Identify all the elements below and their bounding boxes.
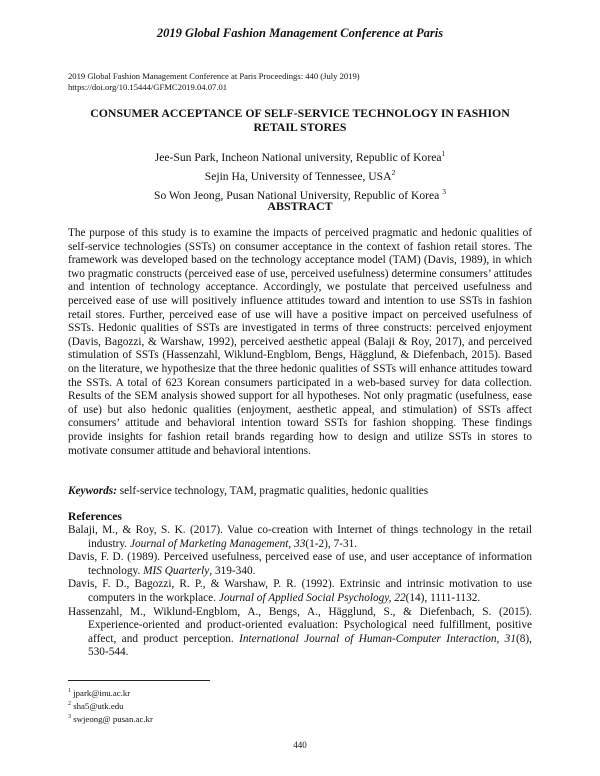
- footnote-2-email[interactable]: sha5@utk.edu: [71, 700, 124, 711]
- reference-pages: (8), 530-544.: [88, 632, 532, 659]
- reference-item: [68, 606, 532, 660]
- keywords-line: [68, 485, 532, 497]
- author-2-footnote-mark: 2: [391, 167, 396, 177]
- abstract-heading: ABSTRACT: [267, 199, 333, 213]
- reference-journal: International Journal of Human-Computer Interaction, 31: [239, 632, 516, 645]
- footnote-3-mark: 3: [68, 713, 71, 720]
- reference-item: [68, 578, 532, 605]
- author-2-affiliation: Sejin Ha, University of Tennessee, USA: [204, 169, 392, 183]
- footnotes: [68, 686, 153, 725]
- author-3-footnote-mark: 3: [442, 186, 446, 196]
- reference-pages: (1-2), 7-31.: [305, 537, 358, 550]
- references-heading: References: [68, 510, 122, 523]
- footnote-3: [68, 712, 153, 725]
- reference-pages: (14), 1111-1132.: [405, 591, 481, 604]
- author-1-footnote-mark: 1: [441, 149, 446, 158]
- reference-text: Balaji, M., & Roy, S. K. (2017). Value co-creation with Internet of things technology in the retail industry.: [68, 524, 532, 550]
- reference-pages: , 319-340.: [209, 564, 256, 577]
- paper-title: [68, 106, 532, 134]
- footnote-3-email[interactable]: swjeong@ pusan.ac.kr: [71, 713, 153, 724]
- footnote-divider: [68, 680, 210, 681]
- reference-text: Hassenzahl, M., Wiklund-Engblom, A., Bengs, A., Hägglund, S., & Diefenbach, S. (2015). Experience-oriented and product-oriented evaluation: Psychological need fulfillment, positive affect, and product perception.: [68, 605, 532, 645]
- keywords-label: Keywords:: [68, 485, 117, 497]
- doi-link[interactable]: https://doi.org/10.15444/GFMC2019.04.07.01: [68, 82, 228, 92]
- author-1: [68, 146, 532, 165]
- author-list: [68, 146, 532, 203]
- reference-item: [68, 524, 532, 551]
- reference-text: Davis, F. D. (1989). Perceived usefulness, perceived ease of use, and user acceptance of information technology.: [68, 551, 532, 577]
- reference-journal: Journal of Applied Social Psychology, 22: [218, 591, 406, 604]
- page-number: 440: [293, 740, 307, 750]
- title-line-2: RETAIL STORES: [253, 120, 347, 134]
- footnote-2-mark: 2: [68, 700, 71, 707]
- proceedings-citation: 2019 Global Fashion Management Conference at Paris Proceedings: 440 (July 2019): [68, 71, 360, 81]
- reference-text: Davis, F. D., Bagozzi, R. P., & Warshaw, P. R. (1992). Extrinsic and intrinsic motivation to use computers in the workplace.: [68, 578, 532, 604]
- author-3-affiliation: So Won Jeong, Pusan National University, Republic of Korea: [154, 188, 443, 202]
- footnote-1-mark: 1: [68, 688, 71, 694]
- reference-item: [68, 551, 532, 578]
- reference-journal: Journal of Marketing Management, 33: [129, 537, 306, 550]
- footnote-2: [68, 699, 153, 712]
- footnote-1: [68, 686, 153, 699]
- footnote-1-email[interactable]: jpark@inu.ac.kr: [71, 687, 131, 698]
- keywords-text: self-service technology, TAM, pragmatic qualities, hedonic qualities: [116, 485, 429, 497]
- title-line-1: CONSUMER ACCEPTANCE OF SELF-SERVICE TECHNOLOGY IN FASHION: [90, 106, 510, 120]
- running-head: 2019 Global Fashion Management Conference at Paris: [156, 26, 444, 40]
- reference-journal: MIS Quarterly: [143, 564, 210, 577]
- author-1-affiliation: Jee-Sun Park, Incheon National university, Republic of Korea: [154, 150, 442, 164]
- proceedings-meta: [68, 71, 360, 93]
- abstract-body: The purpose of this study is to examine the impacts of perceived pragmatic and hedonic qualities of self-service technologies (SSTs) on consumer acceptance in the context of fashion retail stores. The framework was developed based on the technology acceptance model (TAM) (Davis, 1989), in which two pragmatic constructs (perceived ease of use, perceived usefulness) determine consumers’ attitudes and intention of technology acceptance. Accordingly, we postulate that perceived usefulness and perceived ease of use will positively influence attitudes toward and intention to use SSTs in fashion retail stores. Further, perceived ease of use will have a positive impact on perceived usefulness of SSTs. Hedonic qualities of SSTs are investigated in terms of three constructs: perceived enjoyment (Davis, Bagozzi, & Warshaw, 1992), perceived aesthetic appeal (Balaji & Roy, 2017), and perceived stimulation of SSTs (Hassenzahl, Wiklund-Engblom, Bengs, Hägglund, & Diefenbach, 2015). Based on the literature, we hypothesize that the three hedonic qualities of SSTs will enhance attitudes toward the SSTs. A total of 623 Korean consumers participated in a web-based survey for data collection. Results of the SEM analysis showed support for all hypotheses. Not only pragmatic (usefulness, ease of use) but also hedonic qualities (enjoyment, aesthetic appeal, and stimulation) of SSTs affect consumers’ attitude and behavioral intention toward SSTs for fashion shopping. These findings provide insights for fashion retail brands regarding how to design and utilize SSTs in stores to motivate consumer attitude and behavioral intentions.: [68, 227, 532, 457]
- author-2: [68, 165, 532, 184]
- references-list: [68, 524, 532, 660]
